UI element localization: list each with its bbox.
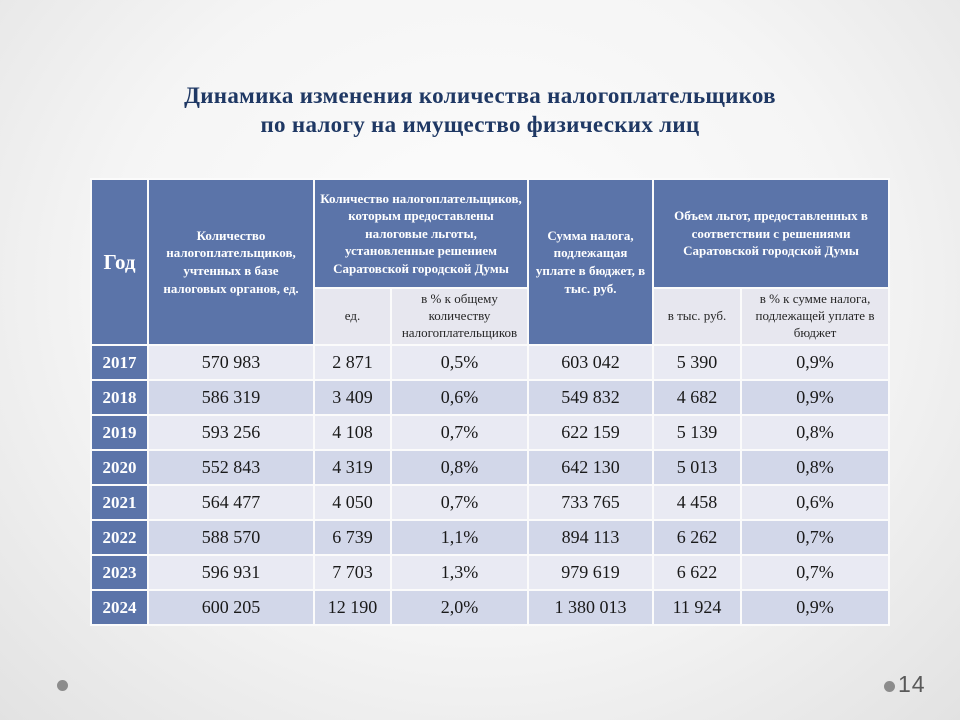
slide-title-line2: по налогу на имущество физических лиц xyxy=(260,111,700,137)
header-year: Год xyxy=(91,179,148,345)
volume-cell: 6 262 xyxy=(653,520,741,555)
table-row xyxy=(91,345,889,380)
subheader-benefits-pct: в % к общему количеству налогоплательщиков xyxy=(391,288,528,345)
year-cell: 2024 xyxy=(91,590,148,625)
tax-sum-cell: 1 380 013 xyxy=(528,590,653,625)
header-benefits-group: Количество налогоплательщиков, которым предоставлены налоговые льготы, установленные решением Саратовской городской Думы xyxy=(314,179,528,288)
slide-title-line1: Динамика изменения количества налогоплательщиков xyxy=(184,83,776,108)
subheader-volume-pct: в % к сумме налога, подлежащей уплате в бюджет xyxy=(741,288,889,345)
benefit-units-cell: 4 108 xyxy=(314,415,391,450)
taxpayers-cell: 564 477 xyxy=(148,485,314,520)
year-cell: 2022 xyxy=(91,520,148,555)
volume-cell: 4 682 xyxy=(653,380,741,415)
taxpayers-cell: 552 843 xyxy=(148,450,314,485)
table-row xyxy=(91,590,889,625)
bullet-dot-icon xyxy=(884,681,895,692)
header-tax-sum: Сумма налога, подлежащая уплате в бюджет, в тыс. руб. xyxy=(528,179,653,345)
volume-cell: 5 139 xyxy=(653,415,741,450)
volume-cell: 11 924 xyxy=(653,590,741,625)
table-row xyxy=(91,485,889,520)
volume-pct-cell: 0,9% xyxy=(741,380,889,415)
table-row xyxy=(91,450,889,485)
volume-cell: 5 013 xyxy=(653,450,741,485)
tax-sum-cell: 733 765 xyxy=(528,485,653,520)
tax-sum-cell: 603 042 xyxy=(528,345,653,380)
bullet-dot-icon xyxy=(57,680,68,691)
table-row xyxy=(91,380,889,415)
volume-cell: 5 390 xyxy=(653,345,741,380)
taxpayers-cell: 570 983 xyxy=(148,345,314,380)
volume-cell: 4 458 xyxy=(653,485,741,520)
benefit-units-cell: 6 739 xyxy=(314,520,391,555)
volume-pct-cell: 0,8% xyxy=(741,415,889,450)
table-row xyxy=(91,555,889,590)
volume-pct-cell: 0,7% xyxy=(741,555,889,590)
slide-title xyxy=(0,82,960,140)
volume-pct-cell: 0,9% xyxy=(741,590,889,625)
volume-cell: 6 622 xyxy=(653,555,741,590)
tax-sum-cell: 549 832 xyxy=(528,380,653,415)
benefit-pct-cell: 0,8% xyxy=(391,450,528,485)
benefit-pct-cell: 0,6% xyxy=(391,380,528,415)
volume-pct-cell: 0,9% xyxy=(741,345,889,380)
subheader-volume-thous: в тыс. руб. xyxy=(653,288,741,345)
benefit-pct-cell: 0,7% xyxy=(391,485,528,520)
year-cell: 2017 xyxy=(91,345,148,380)
benefit-pct-cell: 1,3% xyxy=(391,555,528,590)
volume-pct-cell: 0,8% xyxy=(741,450,889,485)
taxpayers-cell: 600 205 xyxy=(148,590,314,625)
benefit-pct-cell: 0,5% xyxy=(391,345,528,380)
subheader-benefits-units: ед. xyxy=(314,288,391,345)
table-row xyxy=(91,415,889,450)
tax-sum-cell: 622 159 xyxy=(528,415,653,450)
benefit-pct-cell: 2,0% xyxy=(391,590,528,625)
tax-dynamics-table xyxy=(90,178,890,626)
taxpayers-cell: 588 570 xyxy=(148,520,314,555)
year-cell: 2018 xyxy=(91,380,148,415)
tax-sum-cell: 894 113 xyxy=(528,520,653,555)
benefit-units-cell: 4 319 xyxy=(314,450,391,485)
taxpayers-cell: 596 931 xyxy=(148,555,314,590)
header-taxpayers-total: Количество налогоплательщиков, учтенных в базе налоговых органов, ед. xyxy=(148,179,314,345)
table-row xyxy=(91,520,889,555)
benefit-pct-cell: 0,7% xyxy=(391,415,528,450)
taxpayers-cell: 593 256 xyxy=(148,415,314,450)
taxpayers-cell: 586 319 xyxy=(148,380,314,415)
benefit-units-cell: 3 409 xyxy=(314,380,391,415)
year-cell: 2020 xyxy=(91,450,148,485)
volume-pct-cell: 0,6% xyxy=(741,485,889,520)
benefit-pct-cell: 1,1% xyxy=(391,520,528,555)
page-number: 14 xyxy=(898,671,926,697)
year-cell: 2019 xyxy=(91,415,148,450)
benefit-units-cell: 12 190 xyxy=(314,590,391,625)
year-cell: 2023 xyxy=(91,555,148,590)
year-cell: 2021 xyxy=(91,485,148,520)
volume-pct-cell: 0,7% xyxy=(741,520,889,555)
tax-sum-cell: 642 130 xyxy=(528,450,653,485)
benefit-units-cell: 2 871 xyxy=(314,345,391,380)
header-volume-group: Объем льгот, предоставленных в соответствии с решениями Саратовской городской Думы xyxy=(653,179,889,288)
benefit-units-cell: 4 050 xyxy=(314,485,391,520)
tax-sum-cell: 979 619 xyxy=(528,555,653,590)
benefit-units-cell: 7 703 xyxy=(314,555,391,590)
